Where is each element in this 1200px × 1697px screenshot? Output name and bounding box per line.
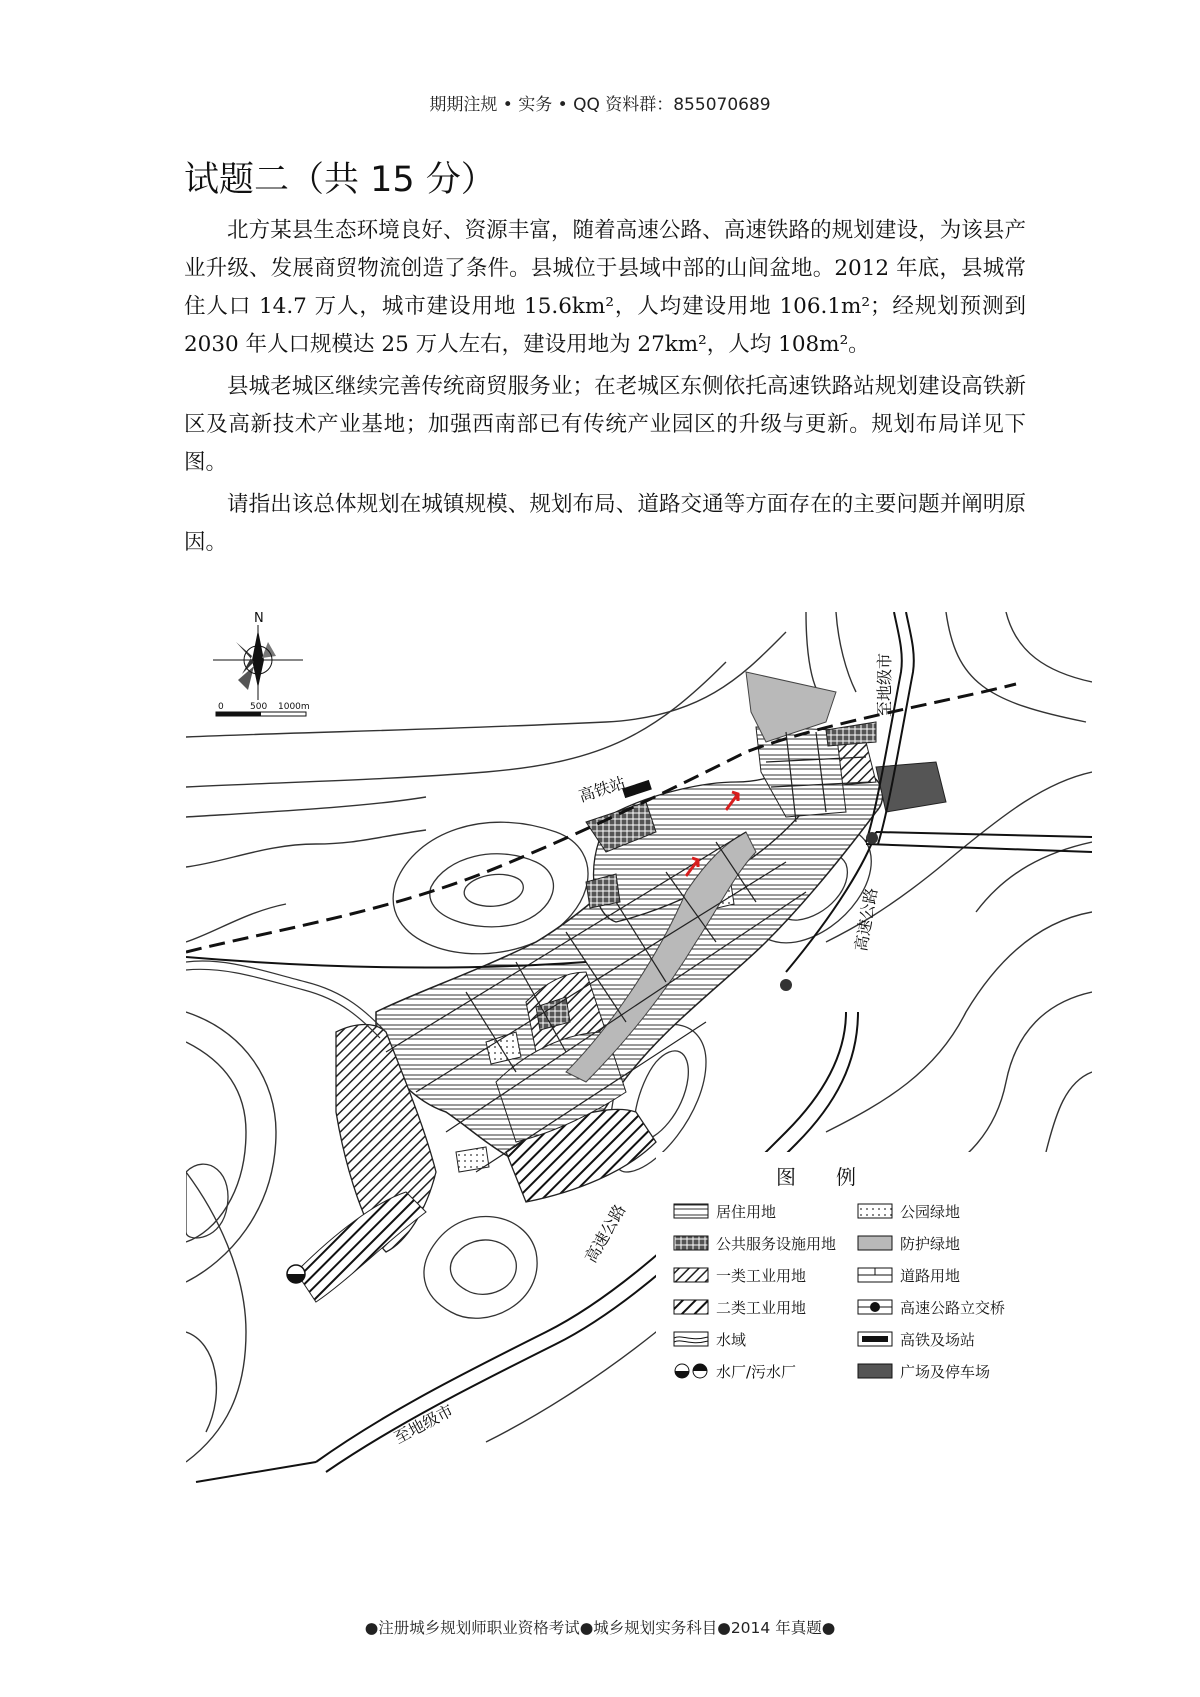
legend-label-road: 道路用地 [900,1267,961,1285]
legend-label-industry-class2: 二类工业用地 [716,1299,807,1317]
legend-icon-park [858,1204,892,1218]
legend-icon-interchange [858,1300,892,1314]
label-rail-station: 高铁站 [576,772,628,806]
scale-zero: 0 [218,702,224,712]
legend-label-plaza: 广场及停车场 [900,1363,991,1381]
legend-icon-protective-green [858,1236,892,1250]
water-plant-icon [287,1265,305,1283]
interchange-south-icon [780,979,792,991]
interchange-east-icon [866,832,878,844]
legend-label-residential: 居住用地 [716,1203,777,1221]
legend-label-rail-station: 高铁及场站 [900,1331,976,1349]
map-legend [656,1152,1092,1488]
legend-icon-industry-class1 [674,1268,708,1282]
legend-label-industry-class1: 一类工业用地 [716,1267,807,1285]
legend-title: 图 例 [776,1165,856,1189]
legend-icon-rail-station [858,1332,892,1346]
north-compass-icon [213,612,303,700]
paragraph-task: 请指出该总体规划在城镇规模、规划布局、道路交通等方面存在的主要问题并阐明原因。 [184,492,1026,555]
page-footer: ●注册城乡规划师职业资格考试●城乡规划实务科目●2014 年真题● [364,1619,836,1637]
legend-label-water: 水域 [716,1331,747,1349]
label-expressway-east: 高速公路 [851,886,882,953]
legend-icon-water [674,1332,708,1346]
question-body [184,212,1026,566]
legend-label-public-service: 公共服务设施用地 [716,1235,837,1253]
scale-end: 1000m [278,702,310,712]
land-use-plan-map [186,612,1092,1488]
public-service-central [586,874,620,908]
label-to-city-northeast: 至地级市 [875,652,894,717]
legend-label-interchange: 高速公路立交桥 [900,1299,1006,1317]
legend-icon-public-service [674,1236,708,1250]
legend-label-water-plant: 水厂/污水厂 [716,1363,797,1381]
legend-icon-road [858,1268,892,1282]
legend-label-protective-green: 防护绿地 [900,1235,961,1253]
legend-icon-residential [674,1204,708,1218]
legend-label-park: 公园绿地 [900,1203,961,1221]
plaza-parking [876,762,946,812]
north-label: N [254,612,264,626]
public-service-northeast [826,722,876,746]
label-to-city-southwest: 至地级市 [390,1400,457,1448]
label-expressway-south: 高速公路 [581,1201,630,1266]
scale-bar [216,702,310,716]
question-title: 试题二（共 15 分） [184,160,496,200]
legend-icon-plaza [858,1364,892,1378]
paragraph-background: 北方某县生态环境良好、资源丰富，随着高速公路、高速铁路的规划建设，为该县产业升级、发展商贸物流创造了条件。县城位于县域中部的山间盆地。2012 年底，县城常住人口 14.7 万人，城市建设用地 15.6km²，人均建设用地 106.1m²；经规划预测到 2030 年人口规模达 25 万人左右，建设用地为 27km²，人均 108m²。 [184,218,1026,357]
paragraph-plan: 县城老城区继续完善传统商贸服务业；在老城区东侧依托高速铁路站规划建设高铁新区及高新技术产业基地；加强西南部已有传统产业园区的升级与更新。规划布局详见下图。 [184,374,1026,475]
scale-mid: 500 [250,702,268,712]
legend-icon-industry-class2 [674,1300,708,1314]
page-header: 期期注规 • 实务 • QQ 资料群：855070689 [429,95,771,115]
park-green-3 [456,1147,489,1172]
